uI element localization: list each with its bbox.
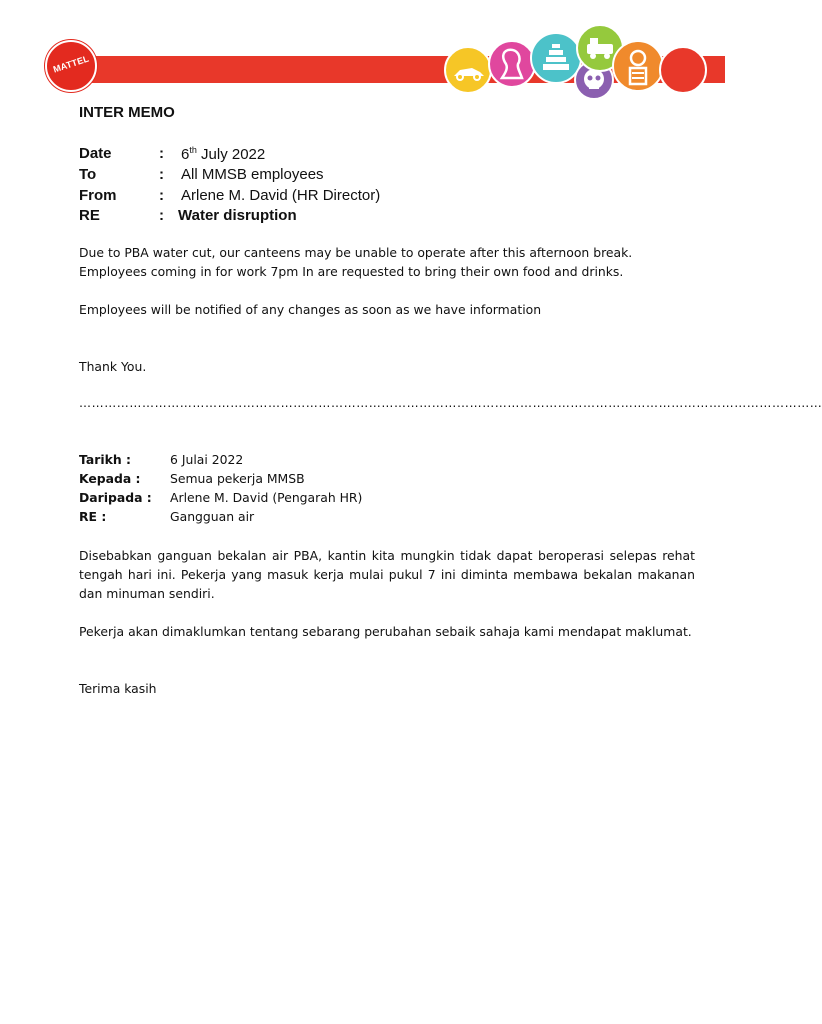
- kepada-label: Kepada :: [79, 471, 141, 486]
- daripada-value: Arlene M. David (Pengarah HR): [170, 490, 363, 505]
- memo-closing: Thank You.: [79, 359, 147, 374]
- re-value: Water disruption: [178, 207, 297, 224]
- mattel-logo: [45, 40, 97, 92]
- memo-paragraph-2: Employees will be notified of any changes as soon as we have information: [79, 302, 542, 317]
- re-label: RE: [79, 207, 100, 224]
- letterhead: [0, 0, 768, 110]
- barbie-silhouette-icon: [488, 40, 536, 88]
- tarikh-label: Tarikh :: [79, 452, 131, 467]
- date-label: Date: [79, 145, 112, 162]
- to-value: All MMSB employees: [181, 166, 324, 183]
- malay-re-label: RE :: [79, 509, 107, 524]
- malay-re-value: Gangguan air: [170, 509, 255, 524]
- malay-closing: Terima kasih: [79, 681, 157, 696]
- to-label: To: [79, 166, 97, 183]
- date-value: 6th July 2022: [181, 145, 266, 163]
- dotted-divider: ……………………………………………………………………………………………………………………………………………………………: [79, 396, 822, 410]
- doll-character-icon: [612, 40, 664, 92]
- daripada-label: Daripada :: [79, 490, 152, 505]
- colon: :: [159, 166, 164, 183]
- colon: :: [159, 207, 164, 224]
- from-value: Arlene M. David (HR Director): [181, 187, 381, 204]
- red-circle-icon: [659, 46, 707, 94]
- logo-text: MATTEL: [51, 53, 91, 75]
- from-label: From: [79, 187, 117, 204]
- colon: :: [159, 145, 164, 162]
- tarikh-value: 6 Julai 2022: [170, 452, 244, 467]
- memo-title: INTER MEMO: [79, 104, 175, 121]
- hot-wheels-car-icon: [444, 46, 492, 94]
- colon: :: [159, 187, 164, 204]
- malay-paragraph-2: Pekerja akan dimaklumkan tentang sebarang perubahan sebaik sahaja kami mendapat maklumat.: [79, 624, 692, 639]
- kepada-value: Semua pekerja MMSB: [170, 471, 305, 486]
- memo-paragraph-1: Due to PBA water cut, our canteens may be unable to operate after this afternoon break. Employees coming in for work 7pm In are requested to bring their own food and drinks.: [79, 245, 633, 279]
- malay-paragraph-1: Disebabkan ganguan bekalan air PBA, kantin kita mungkin tidak dapat beroperasi selepas rehat tengah hari ini. Pekerja yang masuk kerja mulai pukul 7 ini diminta membawa bekalan makanan dan minuman sendiri.: [79, 548, 695, 601]
